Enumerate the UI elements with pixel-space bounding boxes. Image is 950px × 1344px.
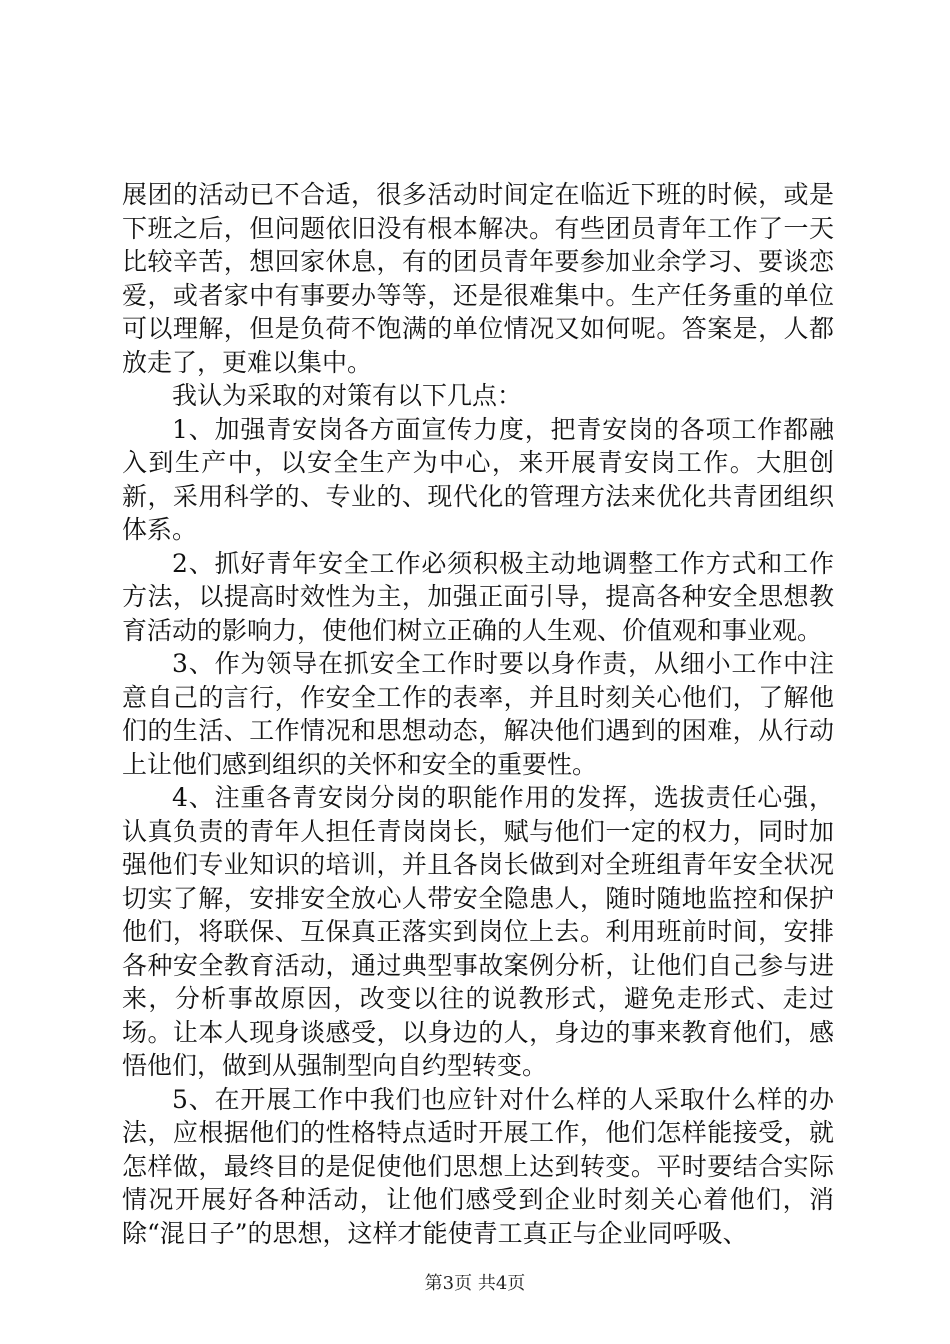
document-body [122,178,834,1250]
paragraph-continuation: 展团的活动已不合适，很多活动时间定在临近下班的时候，或是下班之后，但问题依旧没有根本解决。有些团员青年工作了一天比较辛苦，想回家休息，有的团员青年要参加业余学习、要谈恋爱，或者家中有事要办等等，还是很难集中。生产任务重的单位可以理解，但是负荷不饱满的单位情况又如何呢。答案是，人都放走了，更难以集中。 [122,180,834,377]
paragraph-point-2: 2、抓好青年安全工作必须积极主动地调整工作方式和工作方法，以提高时效性为主，加强正面引导，提高各种安全思想教育活动的影响力，使他们树立正确的人生观、价值观和事业观。 [122,548,834,645]
page-footer [0,1272,950,1296]
paragraph-point-1: 1、加强青安岗各方面宣传力度，把青安岗的各项工作都融入到生产中，以安全生产为中心，来开展青安岗工作。大胆创新，采用科学的、专业的、现代化的管理方法来优化共青团组织体系。 [122,414,834,544]
paragraph-point-3: 3、作为领导在抓安全工作时要以身作责，从细小工作中注意自己的言行，作安全工作的表率，并且时刻关心他们，了解他们的生活、工作情况和思想动态，解决他们遇到的困难，从行动上让他们感到组织的关怀和安全的重要性。 [122,649,834,779]
paragraph-point-4: 4、注重各青安岗分岗的职能作用的发挥，选拔责任心强，认真负责的青年人担任青岗岗长，赋与他们一定的权力，同时加强他们专业知识的培训，并且各岗长做到对全班组青年安全状况切实了解，安排安全放心人带安全隐患人，随时随地监控和保护他们，将联保、互保真正落实到岗位上去。利用班前时间，安排各种安全教育活动，通过典型事故案例分析，让他们自己参与进来，分析事故原因，改变以往的说教形式，避免走形式、走过场。让本人现身谈感受，以身边的人，身边的事来教育他们，感悟他们，做到从强制型向自约型转变。 [122,783,834,1080]
page-number: 第3页 共4页 [424,1273,526,1294]
paragraph-intro-countermeasures: 我认为采取的对策有以下几点： [172,381,523,410]
paragraph-point-5: 5、在开展工作中我们也应针对什么样的人采取什么样的办法，应根据他们的性格特点适时开展工作，他们怎样能接受，就怎样做，最终目的是促使他们思想上达到转变。平时要结合实际情况开展好各种活动，让他们感受到企业时刻关心着他们，消除“混日子”的思想，这样才能使青工真正与企业同呼吸、 [122,1084,834,1248]
